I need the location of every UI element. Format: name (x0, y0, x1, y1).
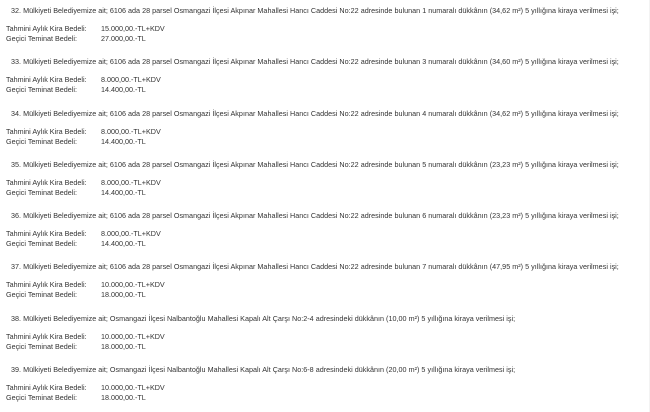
item-title: 36. Mülkiyeti Belediyemize ait; 6106 ada 28 parsel Osmangazi İlçesi Akpınar Mahallesi Hancı Caddesi No:22 adresinde bulunan 6 numaralı dükkânın (23,23 m²) 5 yıllığına kiraya verilmesi işi; (11, 211, 619, 221)
rent-label: Tahmini Aylık Kira Bedeli: (6, 24, 87, 33)
tender-item (0, 308, 650, 359)
deposit-value: 14.400,00.-TL (101, 85, 146, 95)
tender-item (0, 256, 650, 307)
deposit-value: 18.000,00.-TL (101, 341, 146, 351)
rent-label: Tahmini Aylık Kira Bedeli: (6, 383, 87, 393)
tender-item (0, 103, 650, 154)
rent-value: 8.000,00.-TL+KDV (101, 126, 161, 136)
deposit-value: 18.000,00.-TL (101, 290, 146, 300)
rent-value: 10.000,00.-TL+KDV (101, 383, 165, 393)
item-title: 38. Mülkiyeti Belediyemize ait; Osmangazi İlçesi Nalbantoğlu Mahallesi Kapalı Alt Çarşı No:2-4 adresindeki dükkânın (10,00 m²) 5 yıllığına kiraya verilmesi işi; (11, 313, 516, 323)
tender-item (0, 359, 650, 410)
deposit-label: Geçici Teminat Bedeli: (6, 239, 77, 249)
item-title: 33. Mülkiyeti Belediyemize ait; 6106 ada 28 parsel Osmangazi İlçesi Akpınar Mahallesi Hancı Caddesi No:22 adresinde bulunan 3 numaralı dükkânın (34,60 m²) 5 yıllığına kiraya verilmesi işi; (11, 57, 619, 67)
tender-item (0, 154, 650, 205)
tender-item (0, 51, 650, 102)
deposit-value: 18.000,00.-TL (101, 393, 146, 403)
deposit-label: Geçici Teminat Bedeli: (6, 290, 77, 300)
rent-label: Tahmini Aylık Kira Bedeli: (6, 75, 87, 85)
item-title: 39. Mülkiyeti Belediyemize ait; Osmangazi İlçesi Nalbantoğlu Mahallesi Kapalı Alt Çarşı No:6-8 adresindeki dükkânın (20,00 m²) 5 yıllığına kiraya verilmesi işi; (11, 365, 516, 375)
rent-label: Tahmini Aylık Kira Bedeli: (6, 280, 87, 290)
deposit-label: Geçici Teminat Bedeli: (6, 187, 77, 197)
item-title: 35. Mülkiyeti Belediyemize ait; 6106 ada 28 parsel Osmangazi İlçesi Akpınar Mahallesi Hancı Caddesi No:22 adresinde bulunan 5 numaralı dükkânın (23,23 m²) 5 yıllığına kiraya verilmesi işi; (11, 159, 619, 169)
deposit-value: 27.000,00.-TL (101, 34, 146, 43)
tender-item (0, 0, 650, 51)
rent-value: 8.000,00.-TL+KDV (101, 75, 161, 85)
deposit-label: Geçici Teminat Bedeli: (6, 341, 77, 351)
deposit-label: Geçici Teminat Bedeli: (6, 34, 77, 43)
deposit-value: 14.400,00.-TL (101, 136, 146, 146)
rent-label: Tahmini Aylık Kira Bedeli: (6, 177, 87, 187)
tender-item (0, 205, 650, 256)
rent-value: 10.000,00.-TL+KDV (101, 331, 165, 341)
item-title: 34. Mülkiyeti Belediyemize ait; 6106 ada 28 parsel Osmangazi İlçesi Akpınar Mahallesi Hancı Caddesi No:22 adresinde bulunan 4 numaralı dükkânın (34,62 m²) 5 yıllığına kiraya verilmesi işi; (11, 108, 619, 118)
deposit-label: Geçici Teminat Bedeli: (6, 393, 77, 403)
rent-value: 8.000,00.-TL+KDV (101, 229, 161, 239)
rent-value: 8.000,00.-TL+KDV (101, 177, 161, 187)
rent-label: Tahmini Aylık Kira Bedeli: (6, 331, 87, 341)
deposit-value: 14.400,00.-TL (101, 239, 146, 249)
rent-value: 15.000,00.-TL+KDV (101, 24, 165, 33)
item-title: 37. Mülkiyeti Belediyemize ait; 6106 ada 28 parsel Osmangazi İlçesi Akpınar Mahallesi Hancı Caddesi No:22 adresinde bulunan 7 numaralı dükkânın (47,95 m²) 5 yıllığına kiraya verilmesi işi; (11, 262, 619, 272)
rent-value: 10.000,00.-TL+KDV (101, 280, 165, 290)
rent-label: Tahmini Aylık Kira Bedeli: (6, 229, 87, 239)
deposit-label: Geçici Teminat Bedeli: (6, 85, 77, 95)
rent-label: Tahmini Aylık Kira Bedeli: (6, 126, 87, 136)
deposit-label: Geçici Teminat Bedeli: (6, 136, 77, 146)
deposit-value: 14.400,00.-TL (101, 187, 146, 197)
item-title: 32. Mülkiyeti Belediyemize ait; 6106 ada 28 parsel Osmangazi İlçesi Akpınar Mahallesi Hancı Caddesi No:22 adresinde bulunan 1 numaralı dükkânın (34,62 m²) 5 yıllığına kiraya verilmesi işi; (11, 6, 619, 15)
